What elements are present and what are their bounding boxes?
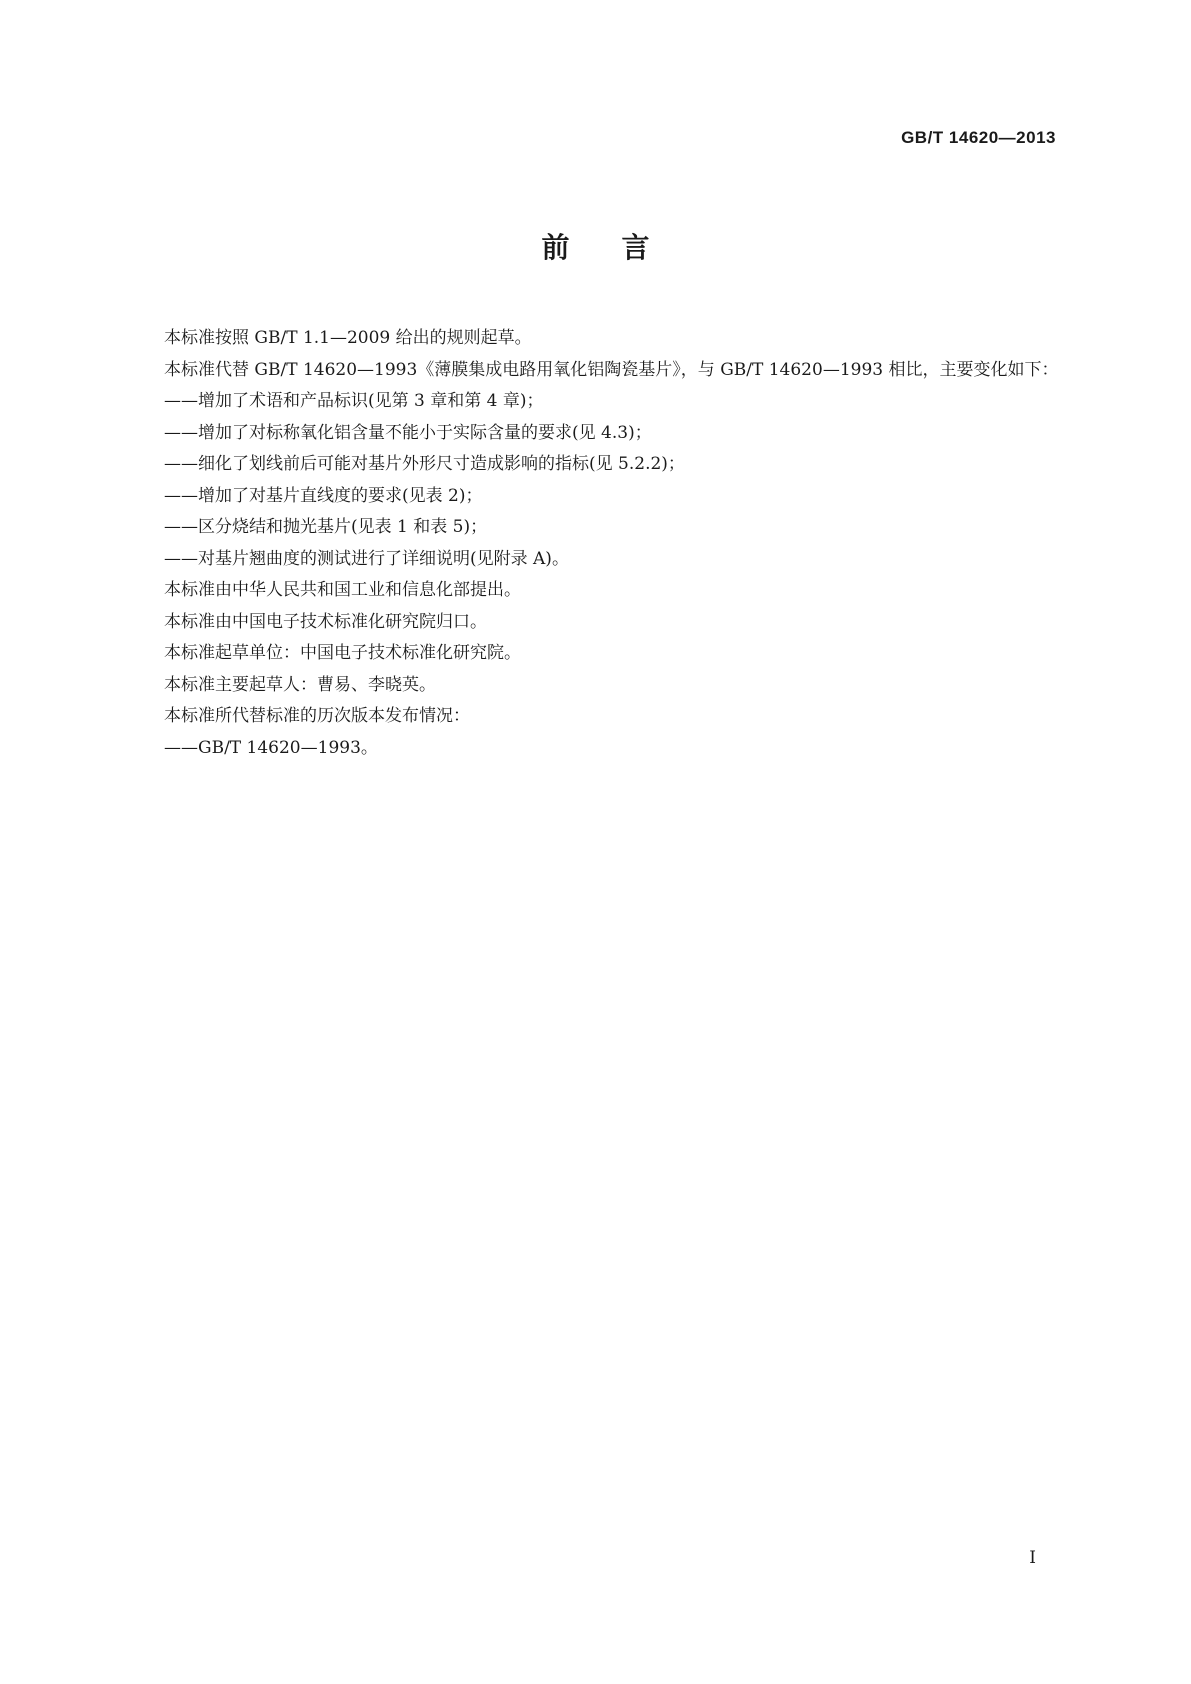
document-code: GB/T 14620—2013 [901,128,1056,147]
change-list-item: ——对基片翘曲度的测试进行了详细说明(见附录 A)。 [164,548,569,569]
change-list-item: ——区分烧结和抛光基片(见表 1 和表 5)； [164,517,488,537]
paragraph: 本标准由中国电子技术标准化研究院归口。 [164,611,487,632]
paragraph: 本标准起草单位：中国电子技术标准化研究院。 [164,643,521,663]
change-list-item: ——增加了对标称氧化铝含量不能小于实际含量的要求(见 4.3)； [164,422,652,443]
paragraph: 本标准按照 GB/T 1.1—2009 给出的规则起草。 [164,328,532,348]
change-list-item: ——增加了对基片直线度的要求(见表 2)； [164,485,483,506]
paragraph: 本标准所代替标准的历次版本发布情况： [164,706,470,726]
page-title: 前言 [541,231,702,264]
page-number: I [1029,1548,1036,1568]
history-list-item: ——GB/T 14620—1993。 [164,737,378,758]
change-list-item: ——细化了划线前后可能对基片外形尺寸造成影响的指标(见 5.2.2)； [164,454,685,474]
paragraph: 本标准主要起草人：曹易、李晓英。 [164,674,436,695]
paragraph: 本标准代替 GB/T 14620—1993《薄膜集成电路用氧化铝陶瓷基片》，与 GB/T 14620—1993 相比，主要变化如下： [164,359,1059,380]
paragraph: 本标准由中华人民共和国工业和信息化部提出。 [164,580,521,600]
change-list-item: ——增加了术语和产品标识(见第 3 章和第 4 章)； [164,391,544,411]
document-body [130,323,1060,764]
